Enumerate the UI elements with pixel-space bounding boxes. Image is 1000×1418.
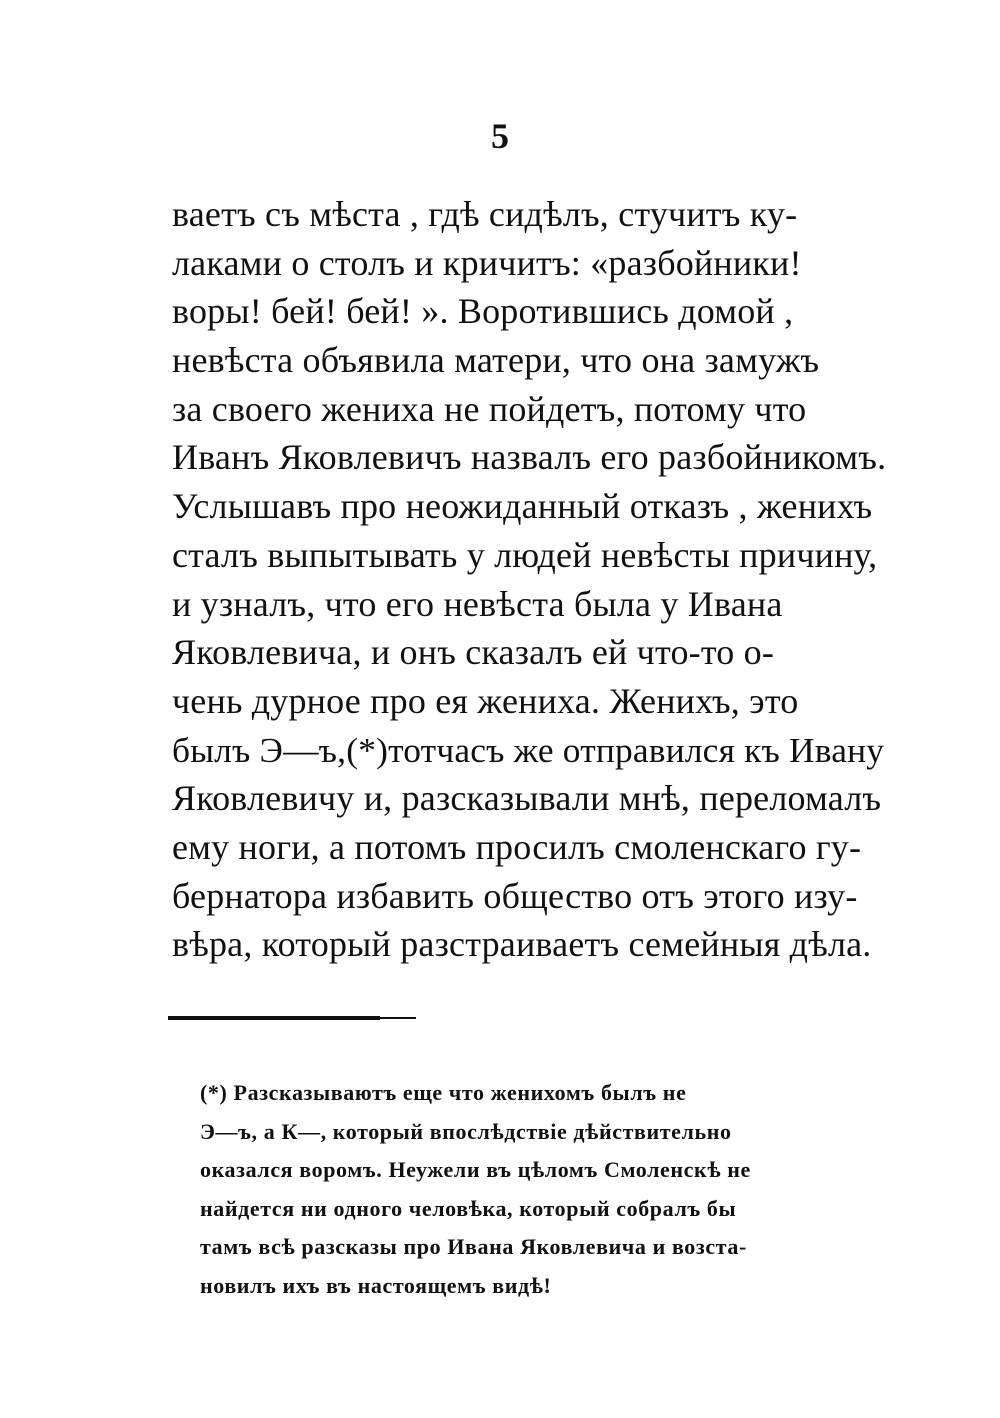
footnote-line: тамъ всѣ разсказы про Ивана Яковлевича и возста- [200,1234,747,1259]
footnote-line: оказался воромъ. Неужели въ цѣломъ Смоленскѣ не [200,1157,751,1182]
text-line: бернатора избавить общество отъ этого изу- [172,875,858,916]
text-line: Яковлевича, и онъ сказалъ ей что-то о- [172,632,775,673]
footnote-line: новилъ ихъ въ настоящемъ видѣ! [200,1272,552,1298]
text-line: воры! бей! бей! ». Воротившись домой , [172,291,794,332]
text-line: Иванъ Яковлевичъ назвалъ его разбойникомъ. [172,437,887,478]
text-line: Яковлевичу и, разсказывали мнѣ, переломалъ [172,778,882,819]
footnote [200,1074,884,1305]
text-line: ваетъ съ мѣста , гдѣ сидѣлъ, стучитъ ку- [172,194,798,234]
footnote-line: найдется ни одного человѣка, который собралъ бы [200,1195,737,1221]
footnote-line: (*) Разсказываютъ еще что женихомъ былъ не [200,1080,687,1105]
text-line: сталъ выпытывать у людей невѣсты причину, [172,534,878,575]
text-line: за своего жениха не пойдетъ, потому что [172,388,807,429]
text-line: былъ Э—ъ,(*)тотчасъ же отправился къ Ивану [172,729,885,770]
separator-thin-segment [380,1017,416,1019]
separator-thick-segment [168,1016,380,1020]
text-line: чень дурное про ея жениха. Женихъ, это [172,680,799,721]
text-line: вѣра, который разстраиваетъ семейныя дѣла. [172,924,872,965]
footnote-line: Э—ъ, а К—, который впослѣдствіе дѣйствительно [200,1118,732,1144]
text-line: Услышавъ про неожиданный отказъ , женихъ [172,486,873,527]
main-text [172,190,888,969]
text-line: ему ноги, а потомъ просилъ смоленскаго гу- [172,826,862,867]
page-number: 5 [491,116,509,156]
text-line: лаками о столъ и кричитъ: «разбойники! [172,242,802,283]
text-line: невѣста объявила матери, что она замужъ [172,340,820,381]
text-line: и узналъ, что его невѣста была у Ивана [172,583,783,624]
